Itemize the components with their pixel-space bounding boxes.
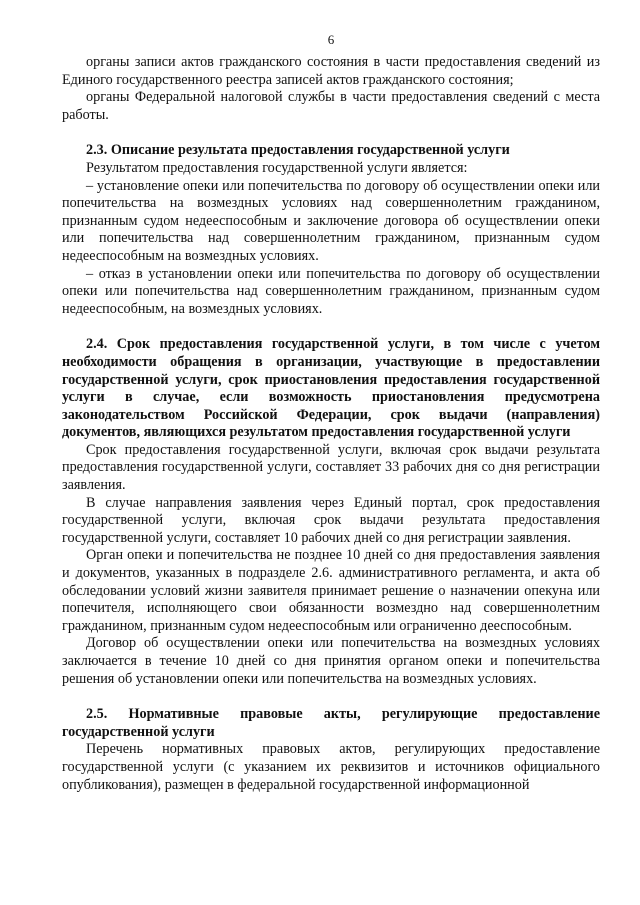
paragraph: Договор об осуществлении опеки или попечительства на возмездных условиях заключается в течение 10 дней со дня принятия органом опеки и попечительства решения об установлении опеки или попечительства на возмездных условиях. — [62, 635, 600, 687]
spacer — [62, 688, 600, 706]
paragraph: органы записи актов гражданского состояния в части предоставления сведений из Единого государственного реестра записей актов гражданского состояния; — [62, 54, 600, 88]
paragraph: Срок предоставления государственной услуги, включая срок выдачи результата предоставления государственной услуги, составляет 33 рабочих дня со дня регистрации заявления. — [62, 441, 600, 494]
spacer — [62, 124, 600, 142]
paragraph: – отказ в установлении опеки или попечительства по договору об осуществлении опеки или попечительства над совершеннолетним гражданином, признанным судом недееспособным, на возмездных условиях. — [62, 265, 600, 317]
section-heading-2-4: 2.4. Срок предоставления государственной услуги, в том числе с учетом необходимости обращения в организации, участвующие в предоставлении государственной услуги, срок приостановления предоставления государственной услуги в случае, если возможность приостановления предусмотрена законодательством Российской Федерации, срок выдачи (направления) документов, являющихся результатом предоставления государственной услуги — [62, 336, 600, 441]
paragraph: органы Федеральной налоговой службы в части предоставления сведений с места работы. — [62, 89, 600, 123]
spacer — [62, 318, 600, 336]
paragraph: Результатом предоставления государственной услуги является: — [86, 159, 468, 176]
section-heading-2-5: 2.5. Нормативные правовые акты, регулирующие предоставление государственной услуги — [62, 706, 600, 740]
paragraph: Орган опеки и попечительства не позднее 10 дней со дня предоставления заявления и документов, указанных в подразделе 2.6. административного регламента, и акта об обследовании условий жизни заявителя принимает решение о назначении опекуна или попечителя, исполняющего свои обязанности возмездно над совершеннолетним гражданином, признанным судом недееспособным или ограниченно дееспособным. — [62, 547, 600, 634]
section-heading-2-3: 2.3. Описание результата предоставления государственной услуги — [86, 142, 510, 159]
paragraph: – установление опеки или попечительства по договору об осуществлении опеки или попечительства на возмездных условиях над совершеннолетним гражданином, признанным судом недееспособным и заключение договора об осуществлении опеки или попечительства над совершеннолетним гражданином, признанным судом недееспособным на возмездных условиях. — [62, 177, 600, 264]
paragraph: В случае направления заявления через Единый портал, срок предоставления государственной услуги, включая срок выдачи результата предоставления государственной услуги, составляет 10 рабочих дней со дня регистрации заявления. — [62, 494, 600, 546]
page-number: 6 — [327, 32, 335, 47]
paragraph: Перечень нормативных правовых актов, регулирующих предоставление государственной услуги (с указанием их реквизитов и источников официального опубликования), размещен в федеральной государственной информационной — [62, 741, 600, 793]
